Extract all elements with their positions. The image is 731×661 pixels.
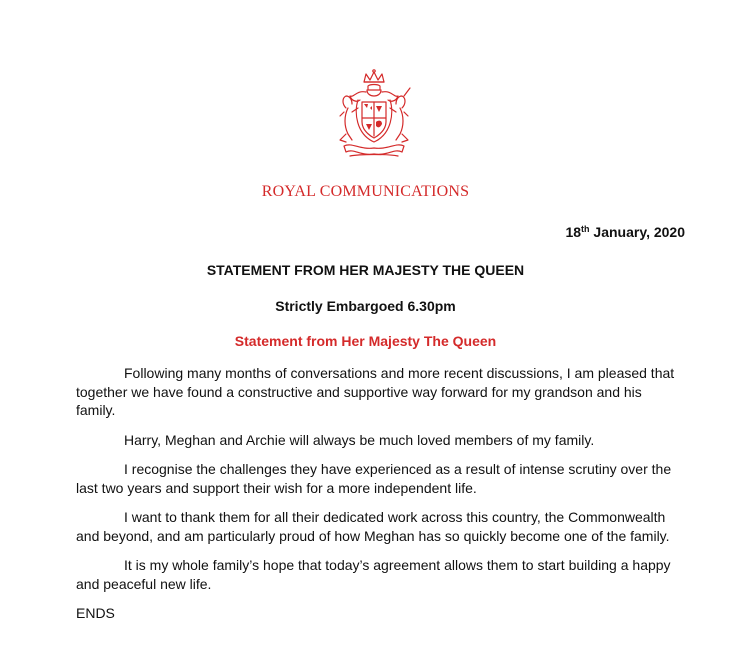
statement-subtitle: Statement from Her Majesty The Queen — [234, 333, 497, 349]
organization-name: ROYAL COMMUNICATIONS — [261, 183, 470, 200]
statement-title: STATEMENT FROM HER MAJESTY THE QUEEN — [206, 262, 525, 278]
date-day: 18 — [565, 224, 582, 240]
paragraph: Following many months of conversations and more recent discussions, I am pleased that together we have found a constructive and supportive way forward for my grandson and his family. — [76, 365, 675, 418]
ends-marker: ENDS — [76, 605, 115, 621]
royal-coat-of-arms-icon — [330, 68, 418, 160]
paragraph: I recognise the challenges they have experienced as a result of intense scrutiny over the last two years and support their wish for a more independent life. — [76, 461, 672, 496]
paragraph: I want to thank them for all their dedicated work across this country, the Commonwealth and beyond, and am particularly proud of how Meghan has so quickly become one of the family. — [76, 509, 670, 544]
paragraph: It is my whole family’s hope that today’s agreement allows them to start building a happy and peaceful new life. — [76, 557, 671, 592]
date-suffix: th — [581, 224, 590, 234]
paragraph: Harry, Meghan and Archie will always be much loved members of my family. — [124, 431, 595, 448]
statement-body — [76, 364, 682, 634]
date-month-year: January, 2020 — [589, 224, 685, 240]
embargo-notice: Strictly Embargoed 6.30pm — [275, 298, 456, 314]
statement-date — [565, 224, 685, 240]
